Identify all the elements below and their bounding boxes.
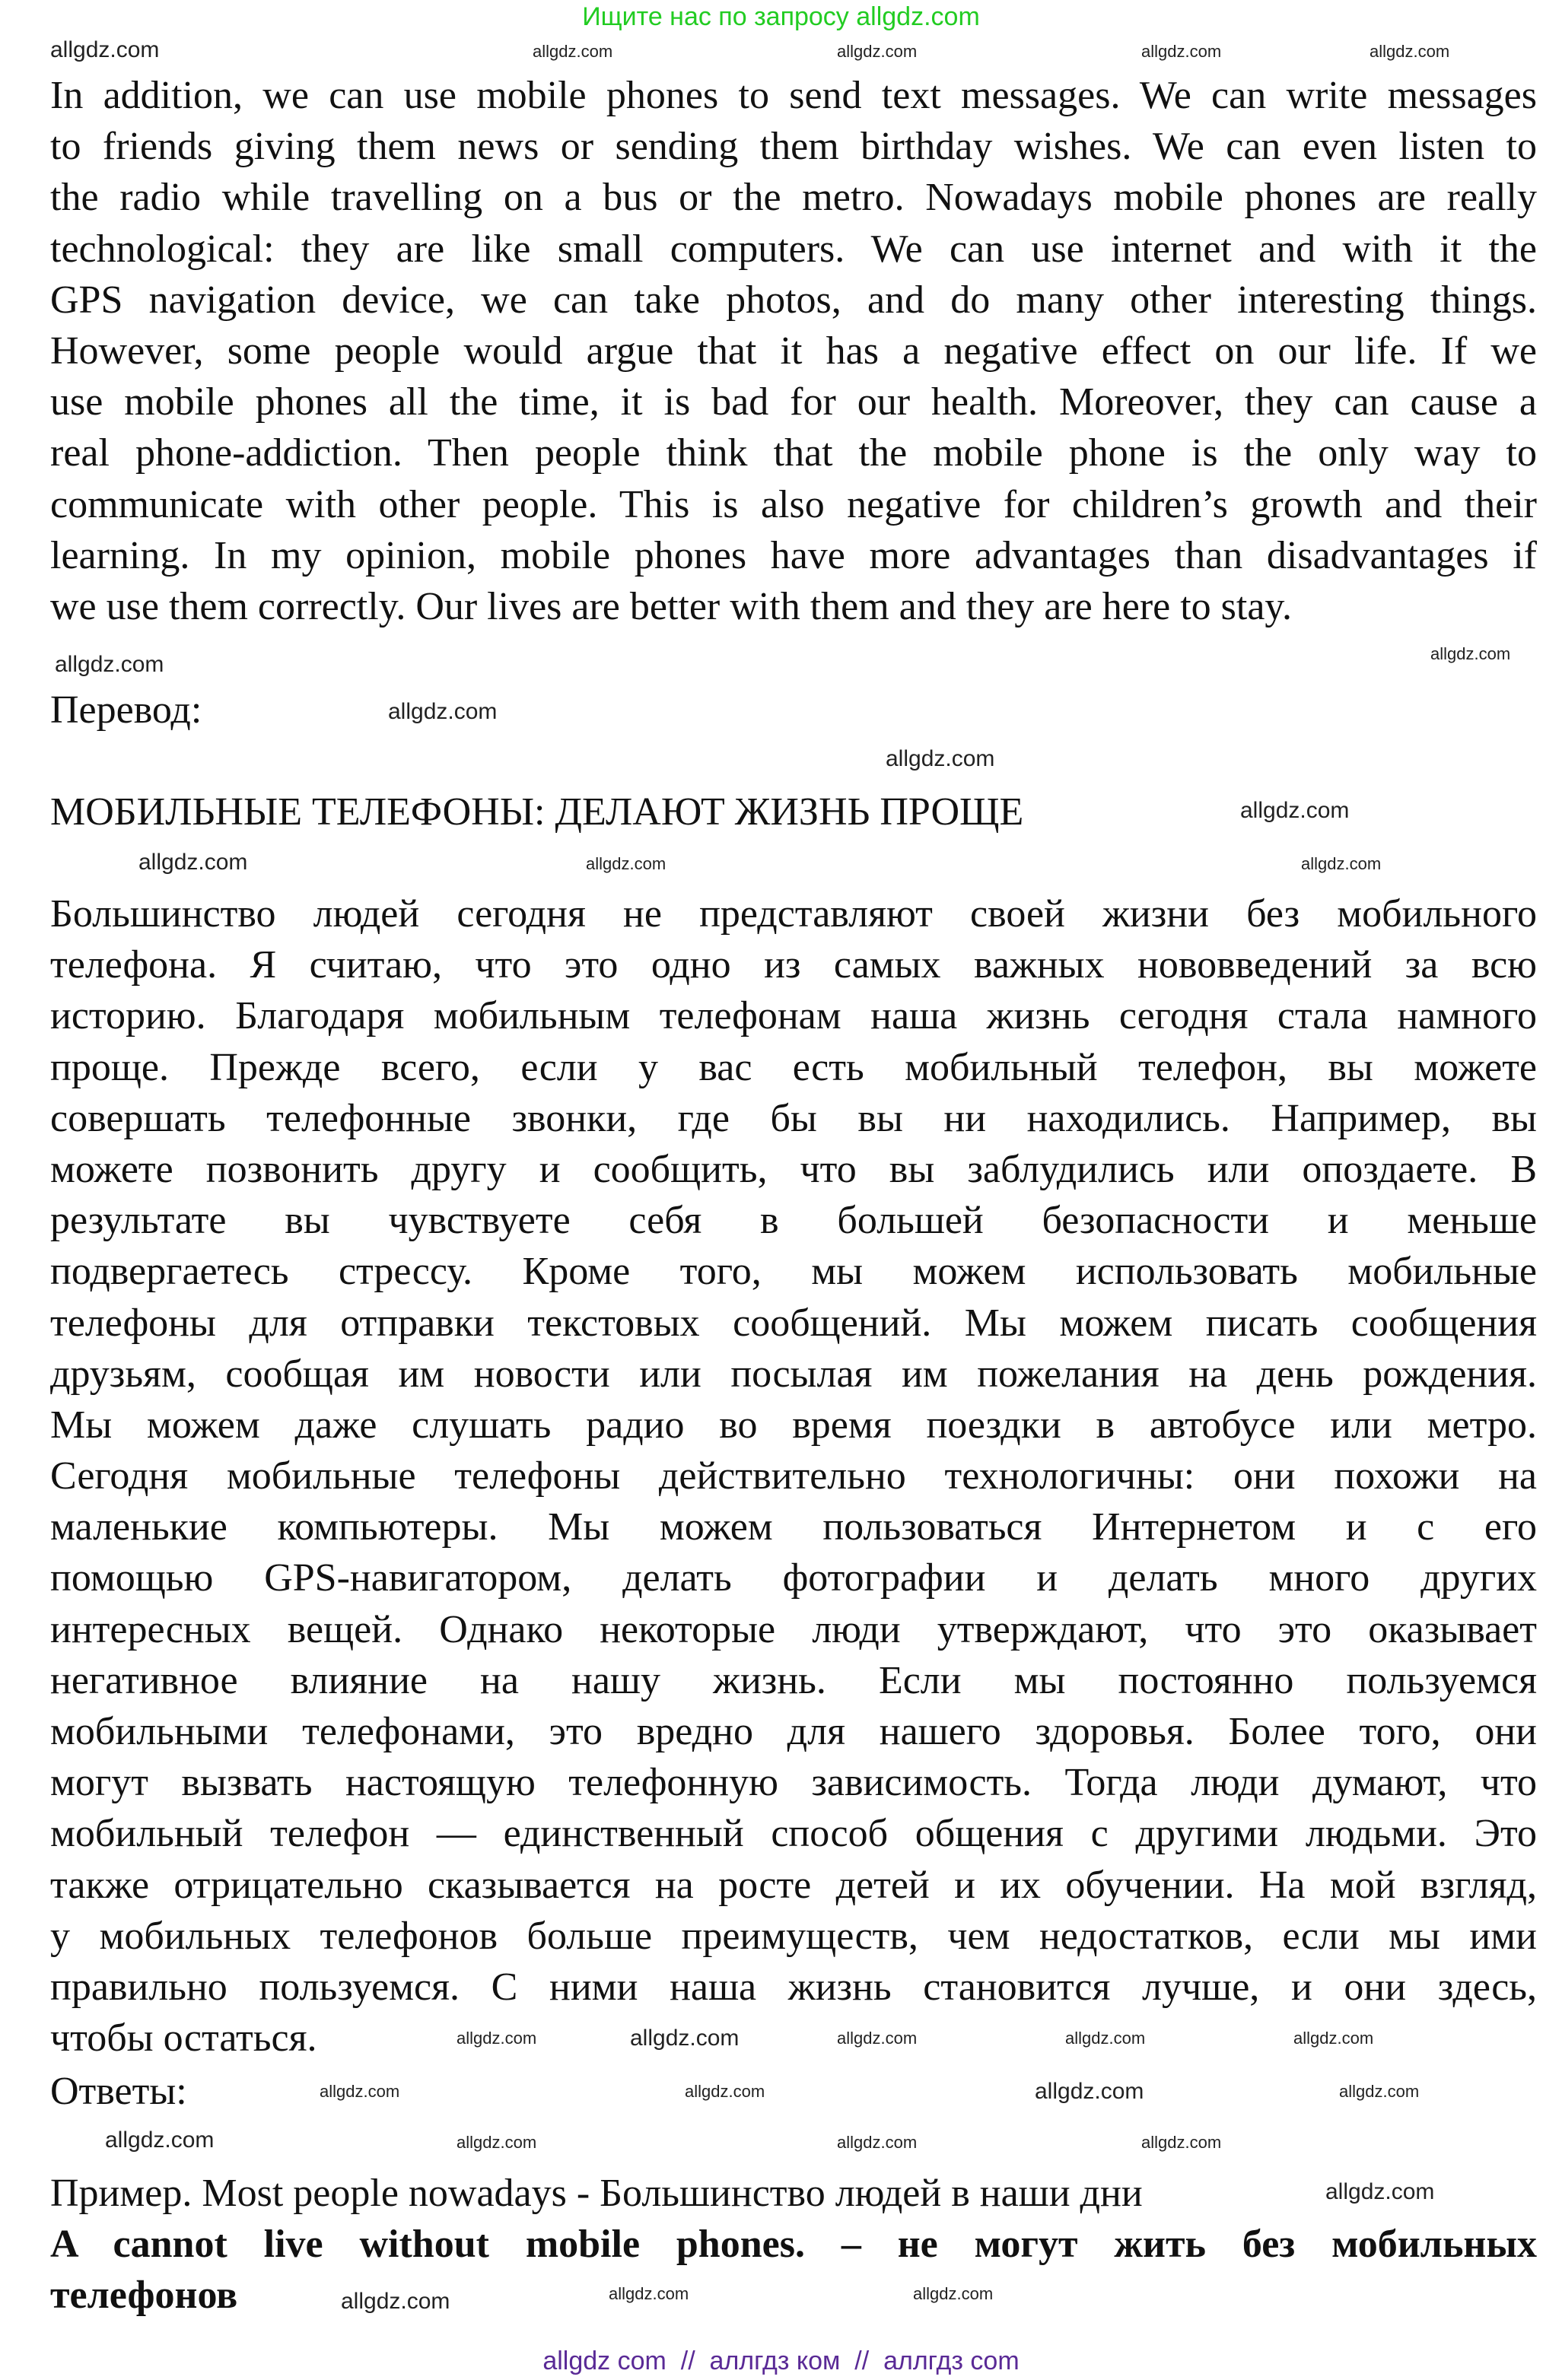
text-line: However, some people would argue that it has a negative effect on our life. If we: [50, 329, 1537, 373]
translation-label: Перевод:: [50, 688, 202, 732]
watermark: allgdz.com: [1293, 2029, 1374, 2048]
text-line: чтобы остаться.: [50, 2016, 317, 2061]
watermark: allgdz.com: [586, 854, 666, 873]
text-line: real phone-addiction. Then people think that the mobile phone is the only way to: [50, 431, 1537, 475]
text-line: интересных вещей. Однако некоторые люди утверждают, что это оказывает: [50, 1607, 1537, 1651]
watermark: allgdz.com: [1065, 2029, 1146, 2048]
watermark: allgdz.com: [55, 652, 164, 677]
text-line: также отрицательно сказывается на росте детей и их обучении. На мой взгляд,: [50, 1863, 1537, 1907]
example-line: Пример. Most people nowadays - Большинство людей в наши дни: [50, 2172, 1143, 2215]
watermark: allgdz.com: [886, 746, 995, 771]
watermark: allgdz.com: [1240, 798, 1350, 823]
watermark: allgdz.com: [1035, 2079, 1144, 2104]
watermark: allgdz.com: [341, 2289, 450, 2314]
text-line: technological: they are like small computers. We can use internet and with it the: [50, 227, 1537, 271]
translation-title: МОБИЛЬНЫЕ ТЕЛЕФОНЫ: ДЕЛАЮТ ЖИЗНЬ ПРОЩЕ: [50, 790, 1024, 834]
watermark: allgdz.com: [388, 699, 498, 724]
watermark: allgdz.com: [837, 2029, 918, 2048]
text-line: Мы можем даже слушать радио во время поездки в автобусе или метро.: [50, 1403, 1537, 1447]
text-line: маленькие компьютеры. Мы можем пользоваться Интернетом и с его: [50, 1505, 1537, 1549]
text-line: можете позвонить другу и сообщить, что вы заблудились или опоздаете. В: [50, 1147, 1537, 1191]
watermark: allgdz.com: [105, 2127, 215, 2153]
text-line: GPS navigation device, we can take photos, and do many other interesting things.: [50, 278, 1537, 322]
watermark: allgdz.com: [685, 2082, 765, 2101]
text-line: communicate with other people. This is also negative for children’s growth and their: [50, 482, 1537, 526]
text-line: помощью GPS-навигатором, делать фотографии и делать много других: [50, 1556, 1537, 1600]
watermark: allgdz.com: [1141, 2133, 1222, 2152]
text-line: Сегодня мобильные телефоны действительно технологичны: они похожи на: [50, 1454, 1537, 1498]
russian-paragraph: [50, 888, 1537, 2064]
watermark: allgdz.com: [1141, 42, 1222, 61]
text-line: телефона. Я считаю, что это одно из самых важных нововведений за всю: [50, 943, 1537, 987]
watermark: allgdz.com: [1301, 854, 1382, 873]
watermark: allgdz.com: [609, 2284, 689, 2303]
text-line: телефоны для отправки текстовых сообщений. Мы можем писать сообщения: [50, 1301, 1537, 1345]
watermark: allgdz.com: [1325, 2179, 1435, 2204]
text-line: совершать телефонные звонки, где бы вы ни находились. Например, вы: [50, 1096, 1537, 1140]
watermark: allgdz.com: [1339, 2082, 1420, 2101]
text-line: друзьям, сообщая им новости или посылая им пожелания на день рождения.: [50, 1352, 1537, 1396]
top-banner-link[interactable]: Ищите нас по запросу allgdz.com: [582, 2, 980, 31]
watermark: allgdz.com: [533, 42, 613, 61]
text-line: результате вы чувствуете себя в большей безопасности и меньше: [50, 1199, 1537, 1243]
text-line: проще. Прежде всего, если у вас есть мобильный телефон, вы можете: [50, 1045, 1537, 1089]
answers-block: [50, 2168, 1537, 2321]
text-line: правильно пользуемся. С ними наша жизнь становится лучше, и они здесь,: [50, 1965, 1537, 2009]
watermark: allgdz.com: [457, 2133, 537, 2152]
text-line: learning. In my opinion, mobile phones have more advantages than disadvantages if: [50, 533, 1537, 577]
watermark: allgdz.com: [320, 2082, 400, 2101]
text-line: негативное влияние на нашу жизнь. Если мы постоянно пользуемся: [50, 1658, 1537, 1702]
text-line: use mobile phones all the time, it is bad for our health. Moreover, they can cause a: [50, 380, 1537, 424]
text-line: we use them correctly. Our lives are better with them and they are here to stay.: [50, 584, 1293, 628]
watermark: allgdz.com: [630, 2026, 740, 2051]
watermark: allgdz.com: [457, 2029, 537, 2048]
answer-line: A cannot live without mobile phones. – не могут жить без мобильных: [50, 2223, 1537, 2267]
text-line: мобильными телефонами, это вредно для нашего здоровья. Более того, они: [50, 1710, 1537, 1753]
text-line: подвергаетесь стрессу. Кроме того, мы можем использовать мобильные: [50, 1250, 1537, 1294]
text-line: мобильный телефон — единственный способ общения с другими людьми. Это: [50, 1812, 1537, 1856]
text-line: у мобильных телефонов больше преимуществ, чем недостатков, если мы ими: [50, 1914, 1537, 1958]
answer-line: телефонов: [50, 2274, 238, 2318]
text-line: the radio while travelling on a bus or the metro. Nowadays mobile phones are really: [50, 176, 1537, 220]
watermark: allgdz.com: [138, 850, 248, 875]
watermark: allgdz.com: [913, 2284, 994, 2303]
text-line: to friends giving them news or sending them birthday wishes. We can even listen to: [50, 125, 1537, 169]
watermark: allgdz.com: [1370, 42, 1450, 61]
answers-label: Ответы:: [50, 2070, 187, 2113]
watermark: allgdz.com: [837, 2133, 918, 2152]
watermark: allgdz.com: [837, 42, 918, 61]
text-line: Большинство людей сегодня не представляют своей жизни без мобильного: [50, 892, 1537, 936]
text-line: могут вызвать настоящую телефонную зависимость. Тогда люди думают, что: [50, 1761, 1537, 1805]
text-line: In addition, we can use mobile phones to send text messages. We can write messages: [50, 74, 1537, 117]
text-line: историю. Благодаря мобильным телефонам наша жизнь сегодня стала намного: [50, 994, 1537, 1038]
watermark: allgdz.com: [1430, 644, 1511, 663]
watermark: allgdz.com: [50, 37, 160, 62]
footer-links[interactable]: allgdz com // аллгдз ком // аллгдз com: [542, 2347, 1020, 2375]
english-paragraph: [50, 70, 1537, 632]
